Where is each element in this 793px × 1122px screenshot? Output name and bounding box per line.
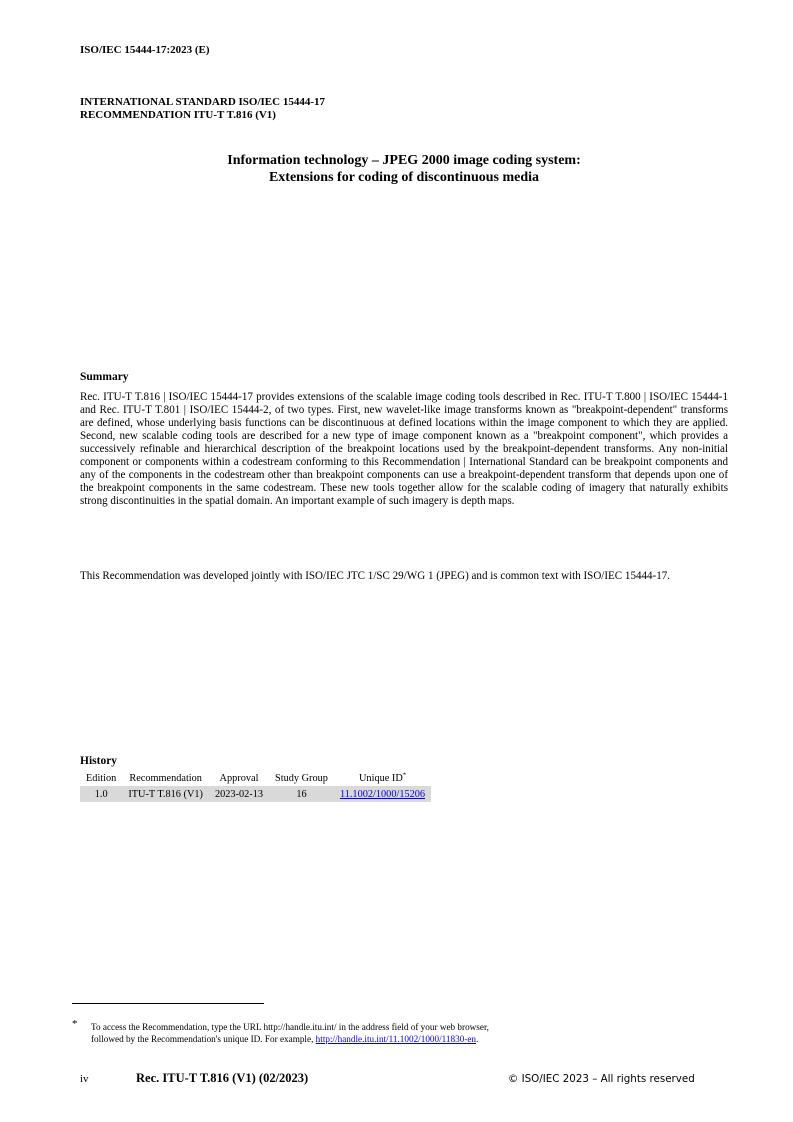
footnote-example-link[interactable]: http://handle.itu.int/11.1002/1000/11830-en [315,1033,477,1044]
summary-paragraph-1: Rec. ITU-T T.816 | ISO/IEC 15444-17 provides extensions of the scalable image coding tools described in Rec. ITU-T T.800 | ISO/IEC 15444-1 and Rec. ITU-T T.801 | ISO/IEC 15444-2, of two types. First, new wavelet-like image transforms known as "breakpoint-dependent" transforms are defined, whose underlying basis functions can be discontinuous at defined locations within the image component to which they are applied. Second, new scalable coding tools are described for a new type of image component known as a "breakpoint component", which provides a successively refinable and hierarchical description of the breakpoint locations used by the breakpoint-dependent transforms. Any non-initial component or components within a codestream conforming to this Recommendation | International Standard can be breakpoint components and any of the components in the codestream other than breakpoint components can use a breakpoint-dependent transform that depends upon one of the breakpoint components in the same codestream. These new tools together allow for the scalable coding of imagery that naturally exhibits strong discontinuities in the spatial domain. An important example of such imagery is depth maps. [80,391,728,507]
title-line-2: Extensions for coding of discontinuous media [268,170,540,185]
standard-designation [80,96,325,121]
cell-approval: 2023-02-13 [209,786,269,802]
summary-heading: Summary [80,371,129,383]
col-study-group: Study Group [275,772,328,784]
summary-paragraph-2: This Recommendation was developed jointly with ISO/IEC JTC 1/SC 29/WG 1 (JPEG) and is common text with ISO/IEC 15444-17. [80,570,671,582]
cell-edition: 1.0 [80,786,122,802]
footnote-line-2 [91,1034,489,1046]
table-row [80,786,431,802]
unique-id-link[interactable]: 11.1002/1000/15206 [339,788,426,800]
footnote-mark: * [72,1018,78,1030]
title-line-1: Information technology – JPEG 2000 image coding system: [227,153,581,168]
document-title [80,152,728,186]
footnote-line-1: To access the Recommendation, type the URL http://handle.itu.int/ in the address field of your web browser, [91,1022,489,1032]
footer-recommendation: Rec. ITU-T T.816 (V1) (02/2023) [136,1071,309,1085]
col-approval: Approval [219,772,259,784]
footnote-ref-mark: * [402,771,407,779]
footnote-separator [72,1003,264,1004]
footnote-line-2-suffix: . [476,1033,479,1044]
footnote-text [91,1022,489,1045]
footnote-line-2-prefix: followed by the Recommendation's unique ID. For example, [91,1033,316,1044]
standard-line-1: INTERNATIONAL STANDARD ISO/IEC 15444-17 [80,96,325,108]
col-unique-id-label: Unique ID [359,772,403,784]
header-doc-id: ISO/IEC 15444-17:2023 (E) [80,44,210,56]
cell-recommendation: ITU-T T.816 (V1) [122,786,209,802]
standard-line-2: RECOMMENDATION ITU-T T.816 (V1) [80,108,276,121]
col-unique-id [334,770,431,786]
history-heading: History [80,755,118,767]
col-recommendation: Recommendation [129,772,202,784]
history-header-row [80,770,431,786]
cell-unique-id [334,786,431,802]
page-number: iv [80,1073,89,1085]
history-table [80,770,431,802]
col-edition: Edition [86,772,117,784]
cell-study-group: 16 [269,786,334,802]
footer-copyright: © ISO/IEC 2023 – All rights reserved [508,1073,695,1085]
